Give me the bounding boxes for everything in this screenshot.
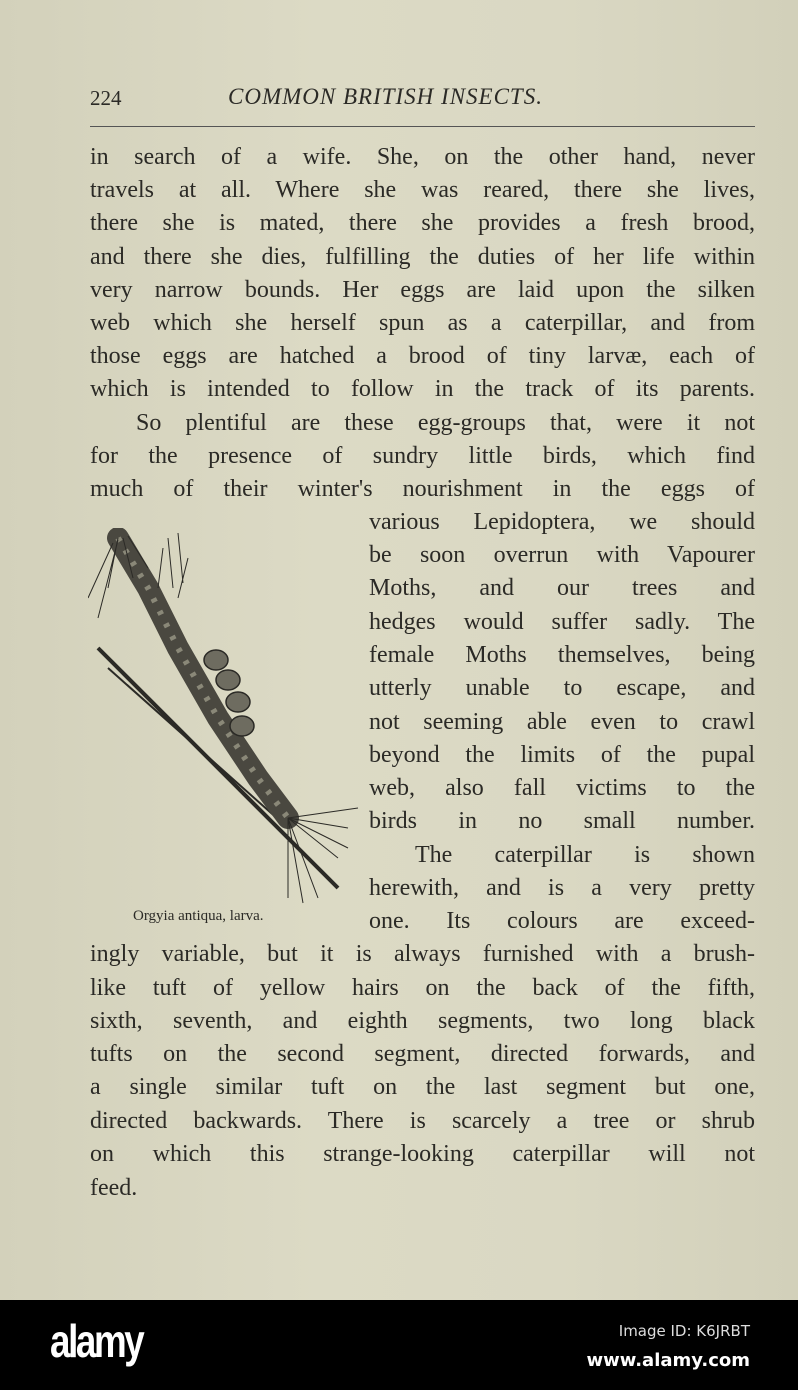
image-id: Image ID: K6JRBT: [618, 1322, 750, 1340]
text-line: The caterpillar is shown: [415, 842, 755, 868]
text-line: web, also fall victims to the: [369, 775, 755, 801]
text-line: much of their winter's nourishment in the eggs of: [90, 476, 755, 502]
watermark-footer: [0, 1300, 798, 1390]
running-title: COMMON BRITISH INSECTS.: [228, 84, 543, 109]
text-line: be soon overrun with Vapourer: [369, 542, 755, 568]
text-line: those eggs are hatched a brood of tiny larvæ, each of: [90, 343, 755, 369]
caterpillar-illustration: [88, 528, 368, 908]
text-line: on which this strange-looking caterpillar will not: [90, 1141, 755, 1167]
text-line: herewith, and is a very pretty: [369, 875, 755, 901]
text-line: beyond the limits of the pupal: [369, 742, 755, 768]
text-line: for the presence of sundry little birds, which find: [90, 443, 755, 469]
text-line: various Lepidoptera, we should: [369, 509, 755, 535]
text-line: there she is mated, there she provides a fresh brood,: [90, 210, 755, 236]
text-line: travels at all. Where she was reared, there she lives,: [90, 177, 755, 203]
header-rule: [90, 126, 755, 127]
text-line: ingly variable, but it is always furnished with a brush-: [90, 941, 755, 967]
text-line: hedges would suffer sadly. The: [369, 609, 755, 635]
text-line: which is intended to follow in the track of its parents.: [90, 376, 755, 402]
text-line: directed backwards. There is scarcely a tree or shrub: [90, 1108, 755, 1134]
text-line: tufts on the second segment, directed forwards, and: [90, 1041, 755, 1067]
text-line: very narrow bounds. Her eggs are laid upon the silken: [90, 277, 755, 303]
page-number: 224: [90, 86, 122, 110]
text-line: birds in no small number.: [369, 808, 755, 834]
figure-caption: Orgyia antiqua, larva.: [133, 908, 264, 924]
text-line: Moths, and our trees and: [369, 575, 755, 601]
text-line: web which she herself spun as a caterpillar, and from: [90, 310, 755, 336]
text-line: sixth, seventh, and eighth segments, two long black: [90, 1008, 755, 1034]
text-line: a single similar tuft on the last segment but one,: [90, 1074, 755, 1100]
text-line: female Moths themselves, being: [369, 642, 755, 668]
text-line: not seeming able even to crawl: [369, 709, 755, 735]
text-line: one. Its colours are exceed-: [369, 908, 755, 934]
text-line: in search of a wife. She, on the other hand, never: [90, 144, 755, 170]
text-line: utterly unable to escape, and: [369, 675, 755, 701]
text-line: feed.: [90, 1175, 138, 1201]
text-line: So plentiful are these egg-groups that, were it not: [136, 410, 755, 436]
alamy-logo: alamy: [50, 1315, 143, 1367]
website-link[interactable]: www.alamy.com: [586, 1350, 750, 1371]
text-line: and there she dies, fulfilling the duties of her life within: [90, 244, 755, 270]
text-line: like tuft of yellow hairs on the back of the fifth,: [90, 975, 755, 1001]
